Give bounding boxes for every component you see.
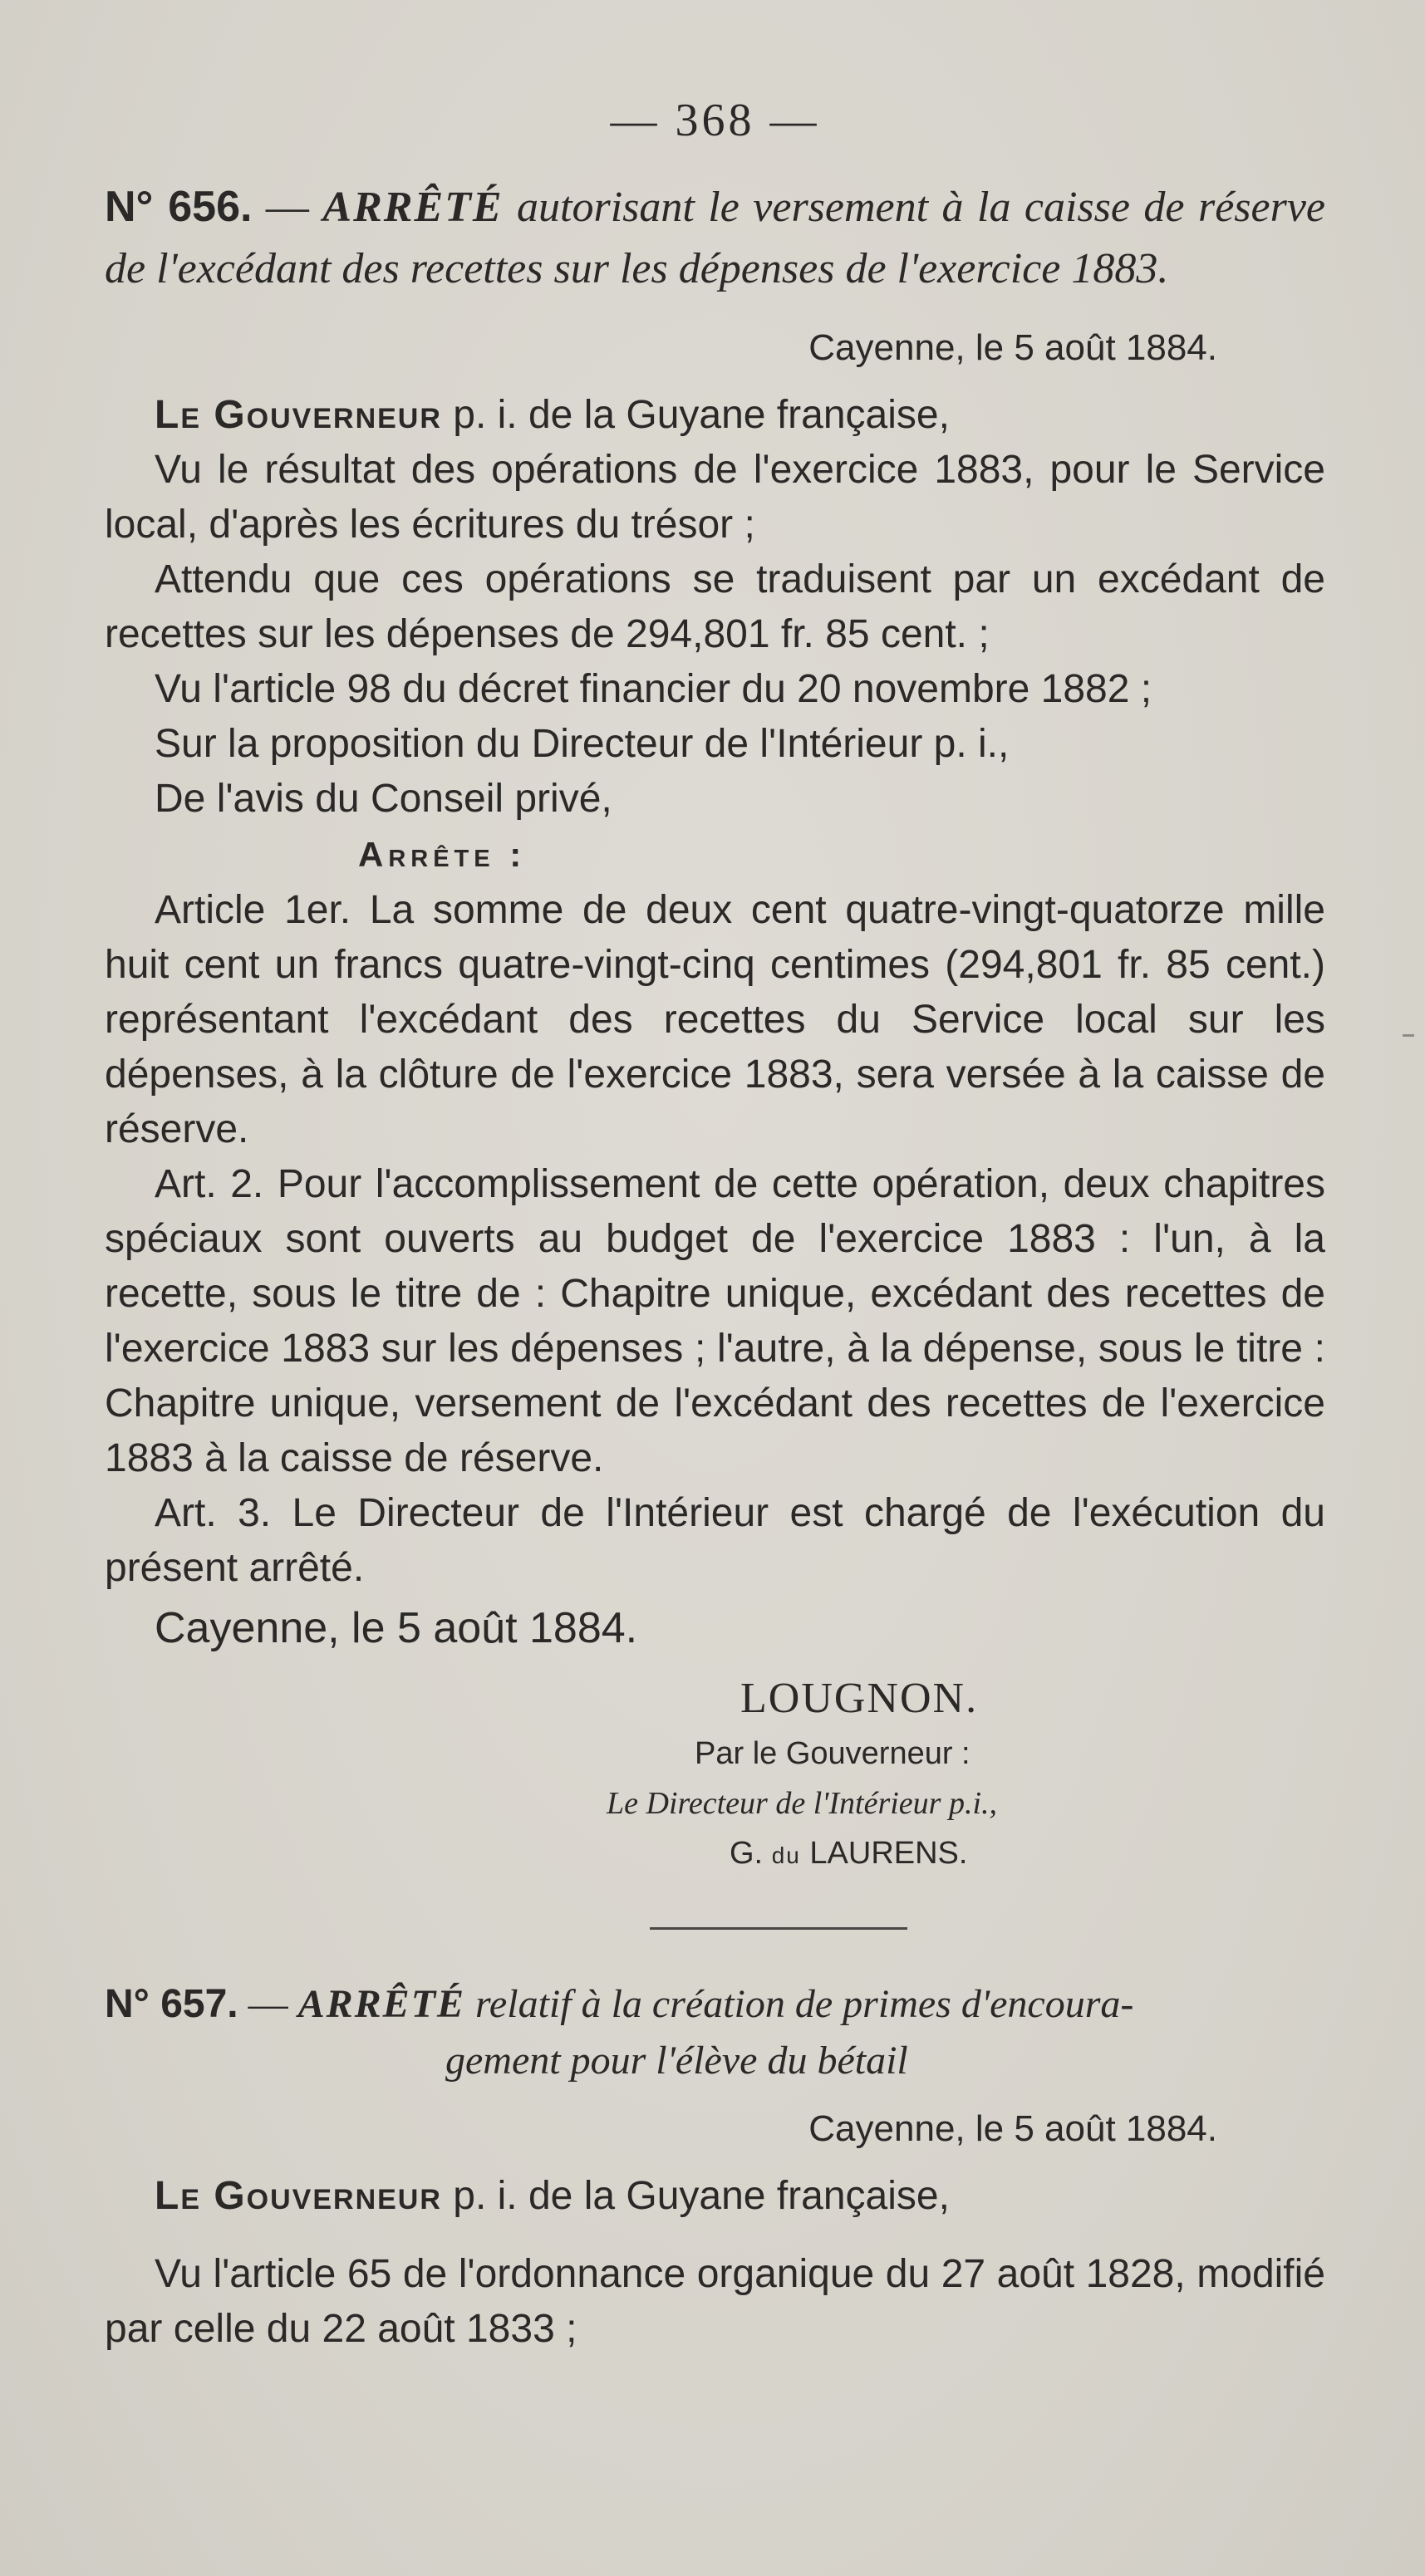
decree-656-considerant-1: Vu le résultat des opérations de l'exercice 1883, pour le Service local, d'après les écritures du trésor ; (105, 448, 1325, 547)
decree-656-countersign-initial: G. (730, 1836, 772, 1871)
decree-657-title-text-line-2: gement pour l'élève du bétail (445, 2039, 908, 2083)
decree-657-place-date: Cayenne, le 5 août 1884. (808, 2108, 1217, 2149)
decree-656-keyword: ARRÊTÉ (322, 184, 504, 231)
decree-656-signer: LOUGNON. (740, 1675, 979, 1722)
decree-656-considerant-2: Attendu que ces opérations se traduisent par un excédant de recettes sur les dépenses de 294,801 fr. 85 cent. ; (105, 557, 1325, 656)
decree-656-authority-rest: p. i. de la Guyane française, (441, 393, 950, 437)
decree-656-authority (105, 388, 1325, 443)
decree-656-title-text: autorisant le versement à la caisse de réserve de l'excédant des recettes sur les dépenses de l'exercice 1883. (105, 184, 1325, 292)
decree-656-countersign-surname: LAURENS. (800, 1836, 968, 1871)
decree-656-considerant-3: Vu l'article 98 du décret financier du 20 novembre 1882 ; (155, 667, 1152, 711)
decree-657-authority-rest: p. i. de la Guyane française, (441, 2174, 950, 2218)
decree-656-closing-place-date: Cayenne, le 5 août 1884. (155, 1604, 638, 1652)
page-number-header: — 368 — (610, 95, 820, 146)
decree-656-article-2: Art. 2. Pour l'accomplissement de cette opération, deux chapitres spéciaux sont ouverts au budget de l'exercice 1883 : l'un, à la recette, sous le titre de : Chapitre unique, excédant des recettes de l'exercice 1883 sur les dépenses ; l'autre, à la dépense, sous le titre : Chapitre unique, versement de l'excédant des recettes de l'exercice 1883 à la caisse de réserve. (105, 1162, 1325, 1480)
decree-657-keyword: ARRÊTÉ (297, 1982, 466, 2026)
decree-657-title-text-line-1: relatif à la création de primes d'encoura- (465, 1982, 1134, 2026)
decree-656-place-date: Cayenne, le 5 août 1884. (808, 327, 1217, 368)
decree-657-considerant-1: Vu l'article 65 de l'ordonnance organique du 27 août 1828, modifié par celle du 22 août 1833 ; (105, 2252, 1325, 2351)
decree-656-countersign-name (730, 1828, 1325, 1881)
decree-656-considerant-4: Sur la proposition du Directeur de l'Intérieur p. i., (155, 722, 1010, 766)
decree-656-article-1: Article 1er. La somme de deux cent quatre-vingt-quatorze mille huit cent un francs quatre-vingt-cinq centimes (294,801 fr. 85 cent.) représentant l'excédant des recettes du Service local sur les dépenses, à la clôture de l'exercice 1883, sera versée à la caisse de réserve. (105, 888, 1325, 1151)
decree-657-authority (105, 2169, 1325, 2224)
decree-657-title (105, 1976, 1325, 2089)
section-divider (650, 1927, 907, 1930)
decree-656-countersign-particle: du (771, 1842, 801, 1868)
decree-656-authority-title: Le Gouverneur (155, 393, 442, 437)
decree-657-number: N° 657. (105, 1982, 238, 2026)
decree-656-considerant-5: De l'avis du Conseil privé, (155, 777, 612, 821)
decree-656-arrete-heading: Arrête : (358, 835, 527, 874)
decree-657-authority-title: Le Gouverneur (155, 2174, 442, 2218)
decree-656-dash: — (252, 184, 323, 231)
decree-656-countersign-line-1: Par le Gouverneur : (695, 1736, 970, 1771)
margin-pencil-mark (1403, 1034, 1414, 1037)
decree-656-title (105, 176, 1325, 300)
decree-656-number: N° 656. (105, 183, 253, 231)
decree-657-dash: — (238, 1982, 298, 2026)
decree-656-article-3: Art. 3. Le Directeur de l'Intérieur est chargé de l'exécution du présent arrêté. (105, 1491, 1325, 1590)
decree-656-countersign-line-2: Le Directeur de l'Intérieur p.i., (607, 1786, 998, 1821)
